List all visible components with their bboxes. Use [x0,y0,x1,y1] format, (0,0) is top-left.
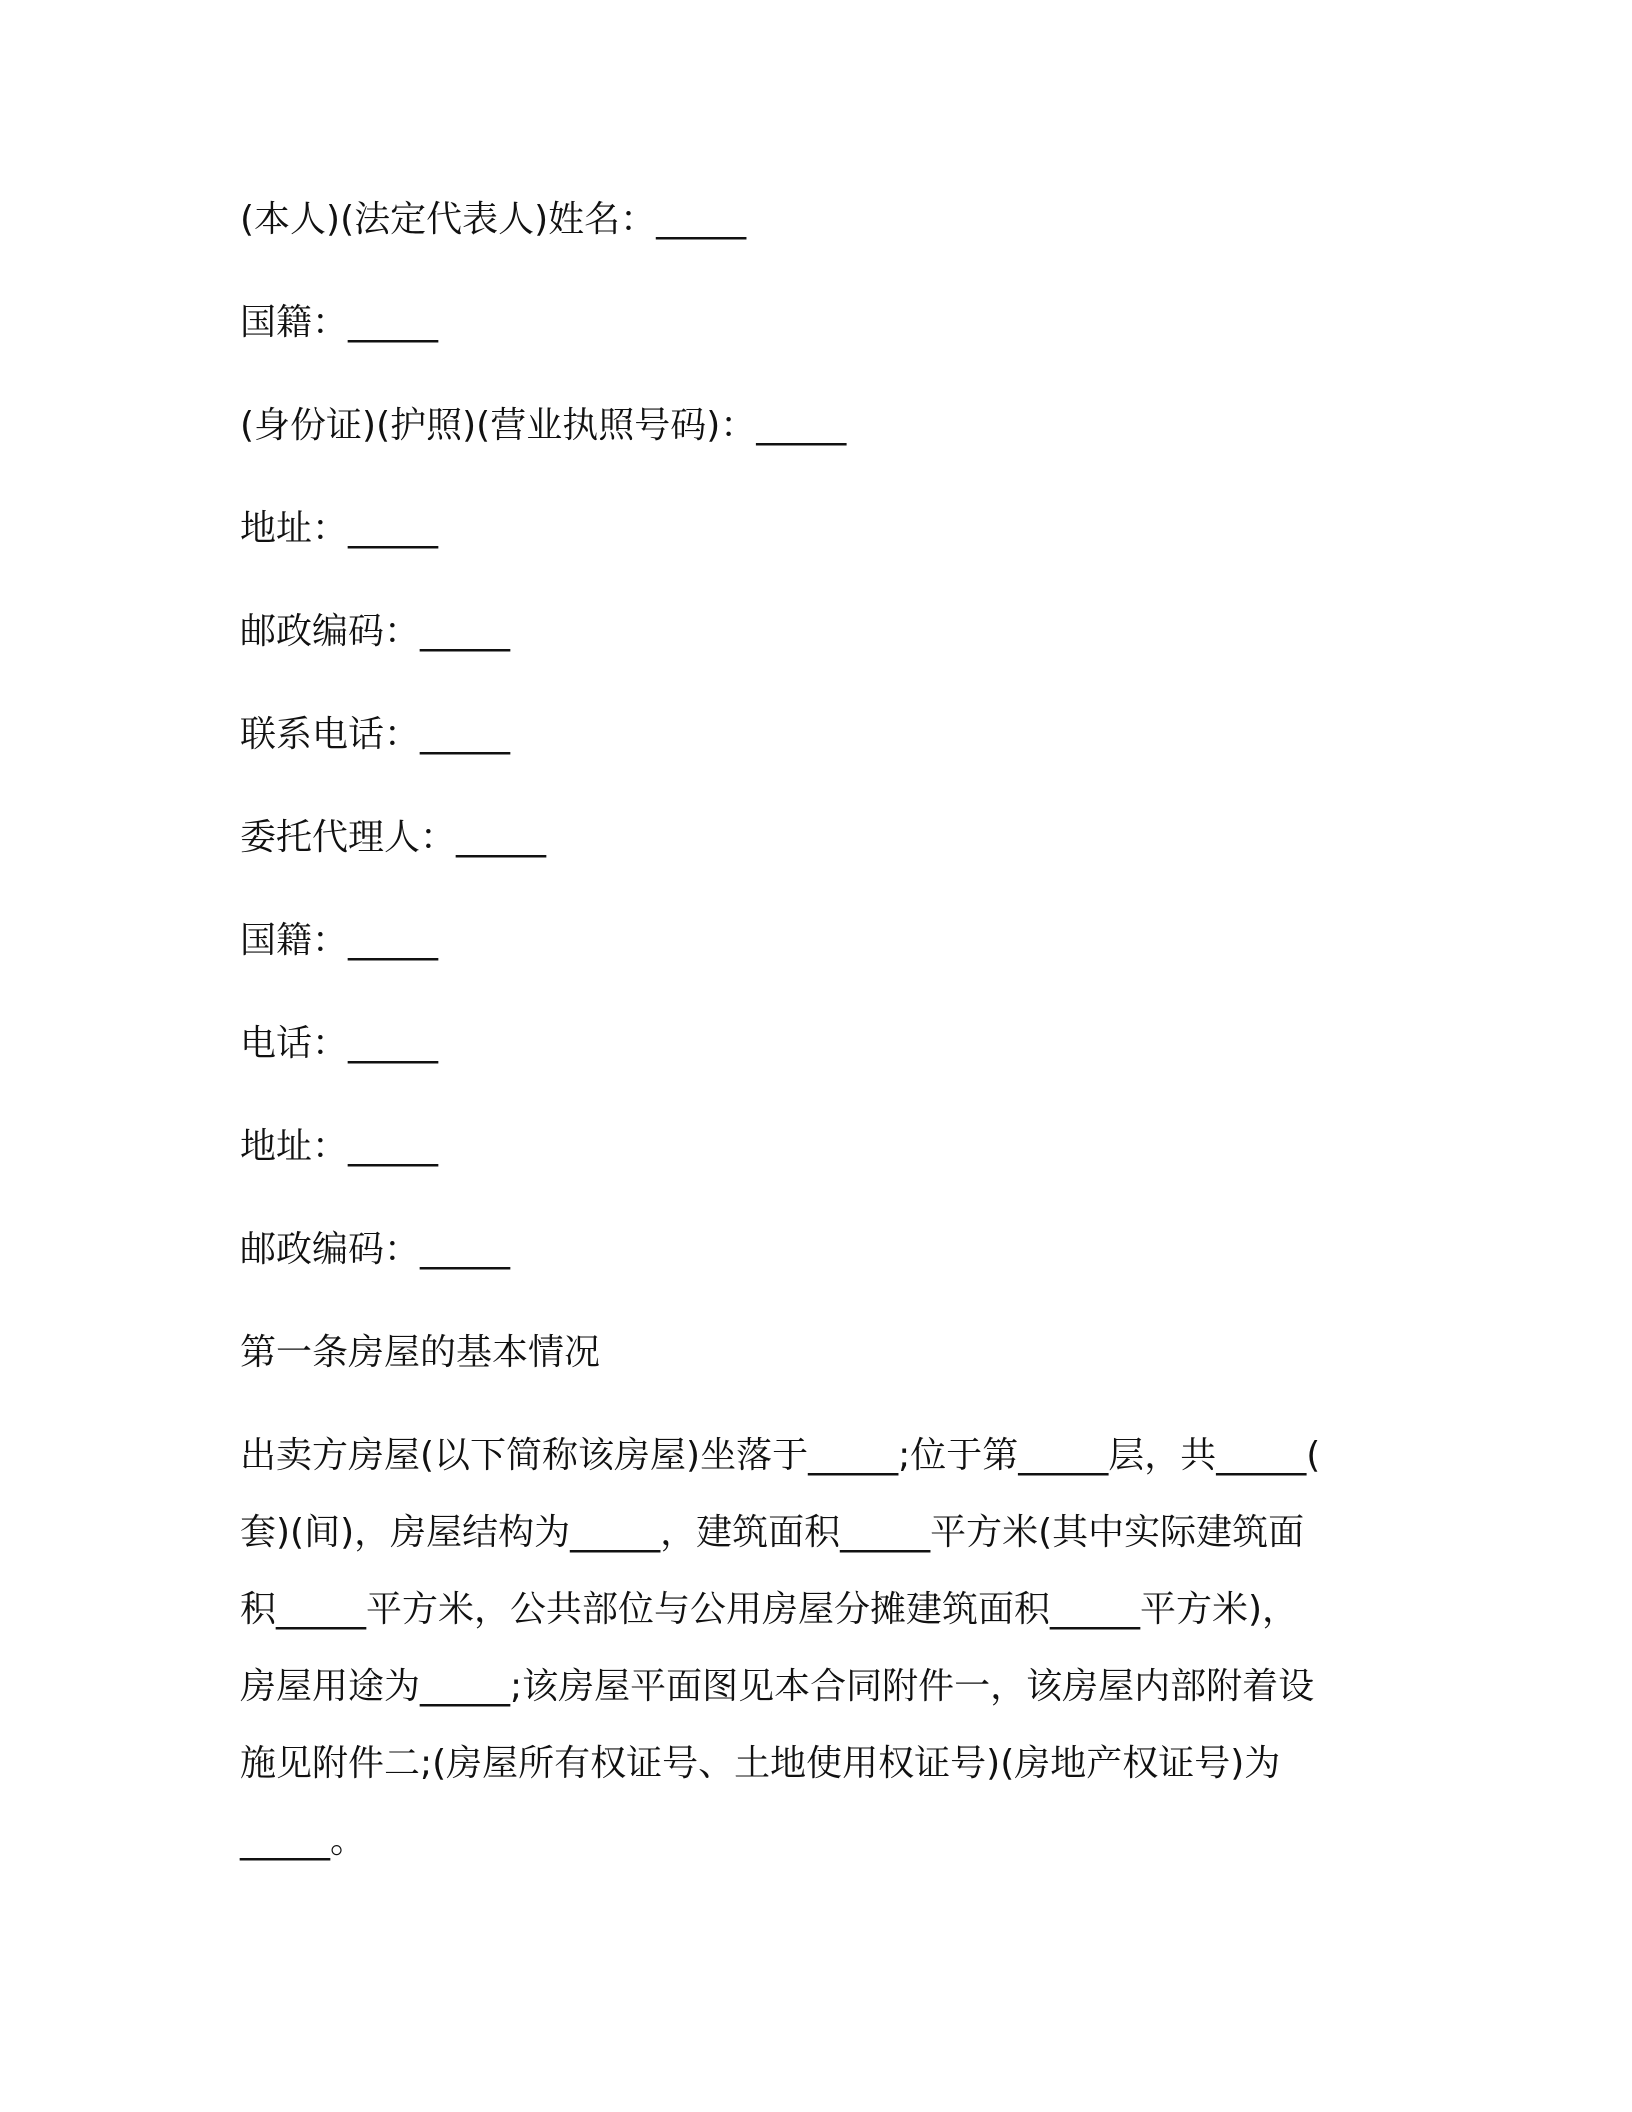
field-contact-phone: 联系电话：_____ [240,714,511,755]
paragraph-line: 出卖方房屋(以下简称该房屋)坐落于_____;位于第_____层，共_____( [240,1435,1321,1476]
section-title: 第一条房屋的基本情况 [240,1332,601,1373]
field-agent-address: 地址：_____ [240,1126,439,1167]
field-id-number: (身份证)(护照)(营业执照号码)：_____ [240,405,847,446]
paragraph-line: 套)(间)，房屋结构为_____，建筑面积_____平方米(其中实际建筑面 [240,1512,1305,1553]
paragraph-line: 房屋用途为_____;该房屋平面图见本合同附件一，该房屋内部附着设 [240,1666,1315,1707]
paragraph-line: 积_____平方米，公共部位与公用房屋分摊建筑面积_____平方米)， [240,1589,1299,1630]
field-agent-nationality: 国籍：_____ [240,920,439,961]
field-postal-code: 邮政编码：_____ [240,611,511,652]
field-owner-name: (本人)(法定代表人)姓名：_____ [240,199,747,240]
field-agent-postal-code: 邮政编码：_____ [240,1229,511,1270]
paragraph-line: 施见附件二;(房屋所有权证号、土地使用权证号)(房地产权证号)为 [240,1743,1281,1784]
paragraph-line: _____。 [240,1820,367,1861]
field-agent-phone: 电话：_____ [240,1023,439,1064]
field-nationality: 国籍：_____ [240,302,439,343]
house-description-paragraph [240,1432,1400,1894]
field-agent: 委托代理人：_____ [240,817,547,858]
field-address: 地址：_____ [240,508,439,549]
